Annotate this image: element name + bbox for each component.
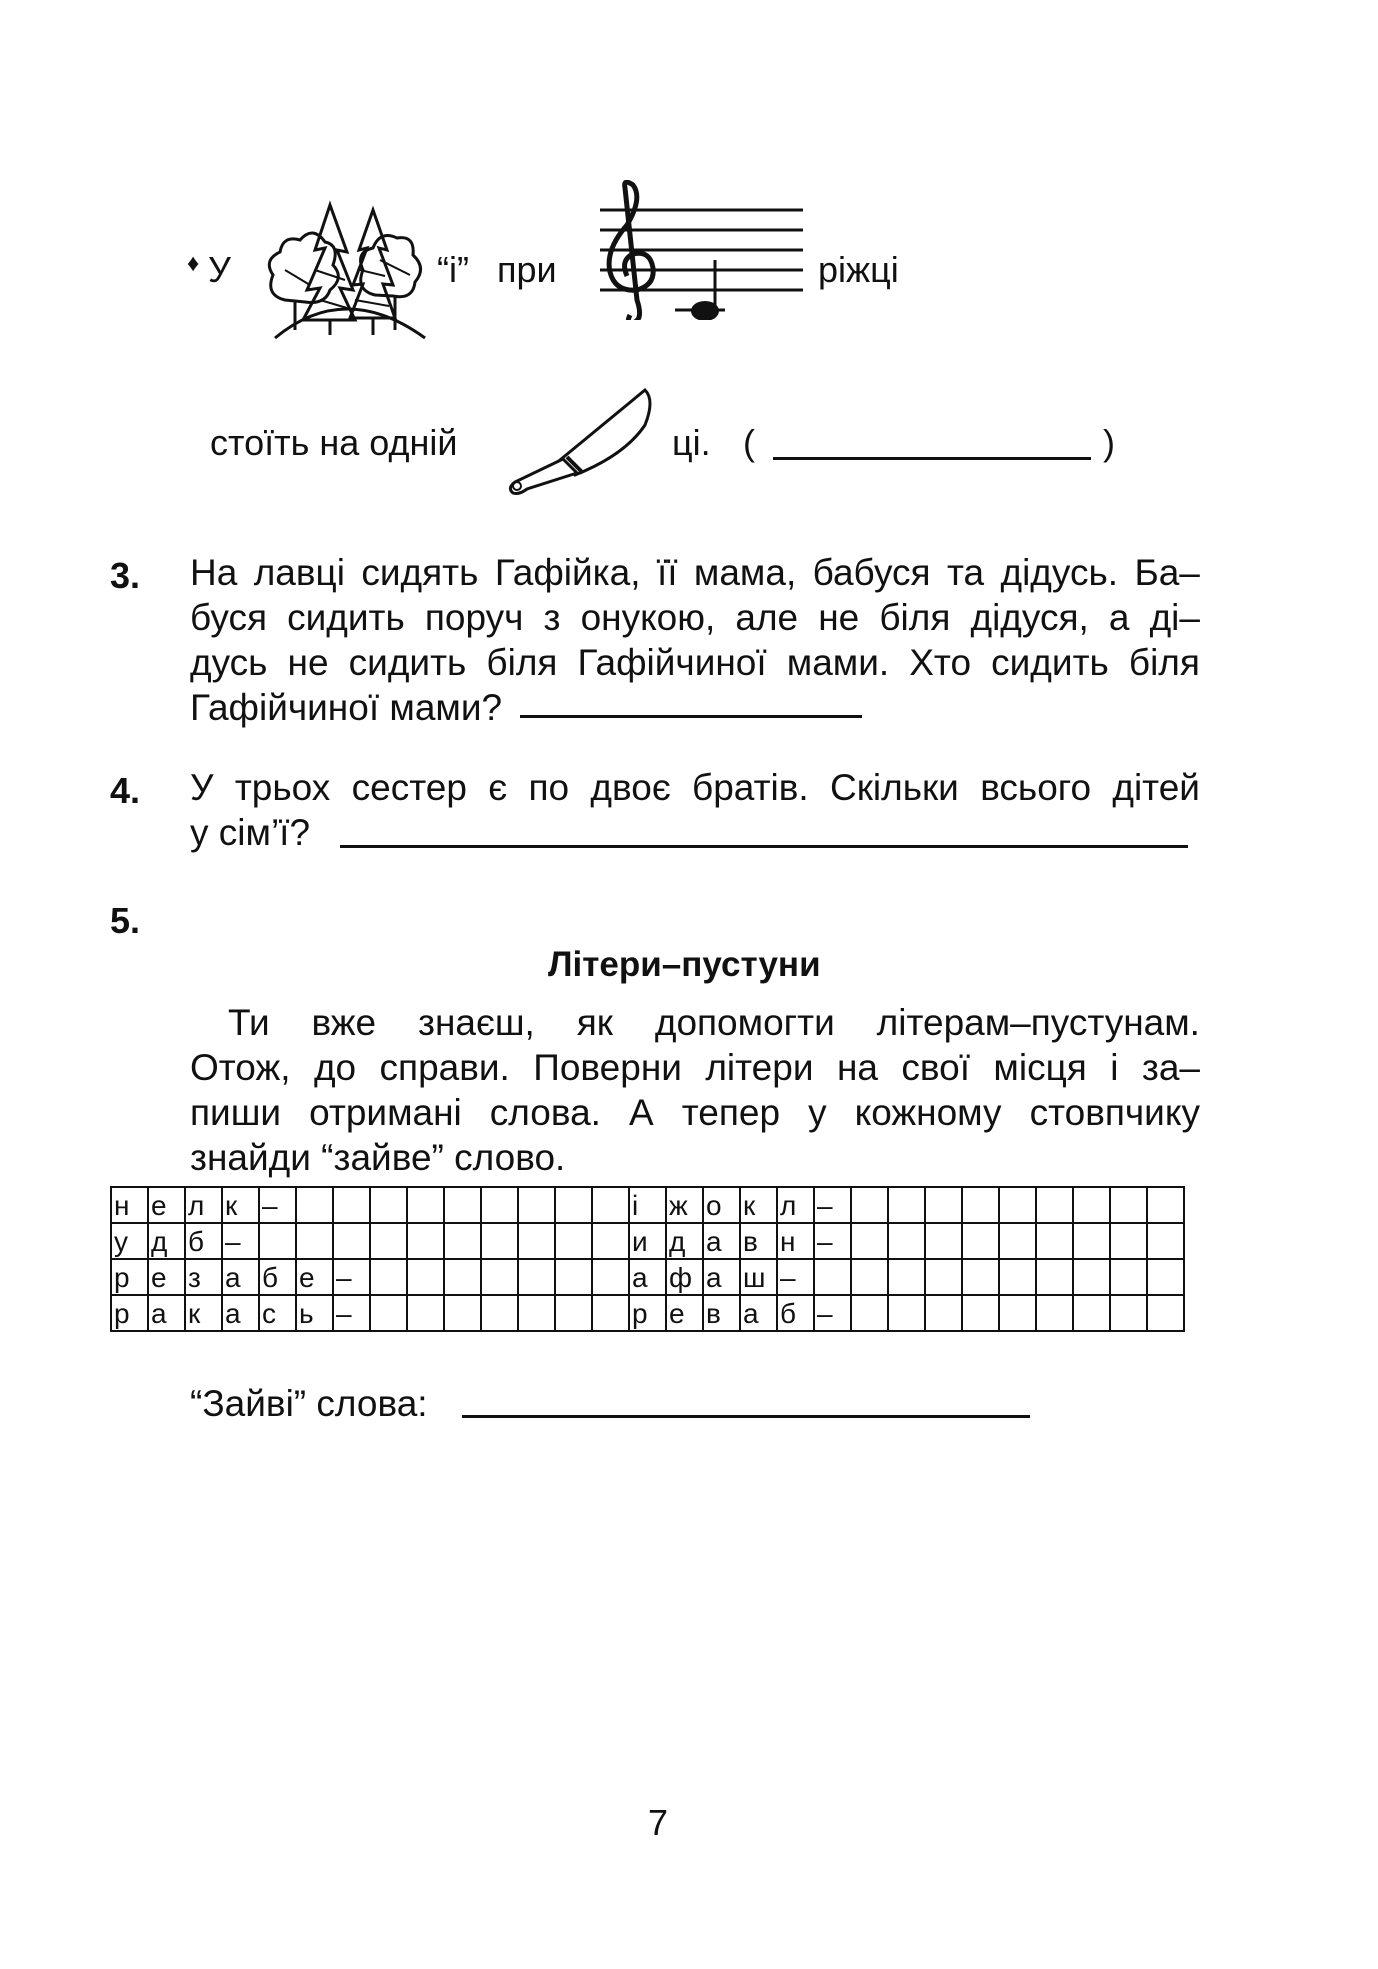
page-number: 7 [648,1802,669,1843]
grid-row [111,1223,1184,1259]
grid-cell[interactable] [296,1187,333,1223]
grid-cell[interactable] [592,1187,629,1223]
grid-cell[interactable]: – [333,1295,370,1331]
grid-cell[interactable] [370,1295,407,1331]
task5-line-2: Отож, до справи. Поверни літери на свої місця і за– [190,1047,1200,1088]
grid-cell[interactable] [555,1187,592,1223]
grid-cell[interactable] [1110,1187,1147,1223]
grid-cell[interactable] [1073,1187,1110,1223]
grid-cell[interactable] [1073,1259,1110,1295]
task4-text [190,765,1200,855]
grid-cell[interactable]: а [703,1223,740,1259]
grid-cell[interactable] [1147,1295,1184,1331]
grid-cell[interactable] [259,1223,296,1259]
grid-cell[interactable] [407,1187,444,1223]
answer-paren-close: ) [1103,422,1115,463]
grid-cell[interactable]: ь [296,1295,333,1331]
grid-cell[interactable] [888,1223,925,1259]
grid-cell[interactable] [888,1259,925,1295]
grid-cell[interactable]: е [148,1259,185,1295]
grid-cell[interactable]: ш [740,1259,777,1295]
grid-cell[interactable] [1110,1259,1147,1295]
task5-line-3: пиши отримані слова. А тепер у кожному стовпчику [190,1092,1200,1133]
task3-line-1: На лавці сидять Гафійка, її мама, бабуся та дідусь. Ба– [190,552,1200,593]
grid-cell[interactable] [851,1223,888,1259]
grid-cell[interactable]: з [185,1259,222,1295]
letter-grid [110,1186,1185,1332]
grid-cell[interactable]: в [703,1295,740,1331]
grid-cell[interactable] [370,1259,407,1295]
grid-cell[interactable] [407,1259,444,1295]
grid-cell[interactable] [814,1259,851,1295]
grid-cell[interactable]: – [222,1223,259,1259]
grid-cell[interactable] [333,1223,370,1259]
task3-answer-blank[interactable] [520,715,862,718]
grid-cell[interactable] [1036,1295,1073,1331]
grid-cell[interactable] [888,1295,925,1331]
riddle-word-u: У [208,249,231,290]
grid-cell[interactable] [518,1259,555,1295]
grid-cell[interactable]: – [814,1187,851,1223]
knife-picture [505,385,655,495]
grid-cell[interactable] [592,1295,629,1331]
grid-cell[interactable] [925,1295,962,1331]
grid-cell[interactable] [1073,1223,1110,1259]
grid-cell[interactable]: ж [666,1187,703,1223]
grid-cell[interactable] [999,1187,1036,1223]
grid-cell[interactable] [481,1187,518,1223]
grid-cell[interactable] [555,1259,592,1295]
grid-cell[interactable] [999,1295,1036,1331]
grid-cell[interactable] [407,1223,444,1259]
grid-cell[interactable]: р [111,1295,148,1331]
task3-number: 3. [110,555,141,596]
grid-cell[interactable] [444,1259,481,1295]
grid-cell[interactable] [925,1187,962,1223]
task3-line-3: дусь не сидить біля Гафійчиної мами. Хто сидить біля [190,642,1200,683]
grid-cell[interactable]: е [148,1187,185,1223]
grid-cell[interactable] [962,1223,999,1259]
grid-cell[interactable] [999,1259,1036,1295]
grid-cell[interactable] [592,1259,629,1295]
grid-cell[interactable]: е [666,1295,703,1331]
task5-line-1: Ти вже знаєш, як допомогти літерам–пустунам. [228,1002,1200,1043]
grid-cell[interactable]: – [814,1223,851,1259]
grid-cell[interactable]: д [666,1223,703,1259]
grid-cell[interactable] [925,1223,962,1259]
grid-cell[interactable] [1147,1187,1184,1223]
grid-cell[interactable]: а [703,1259,740,1295]
grid-cell[interactable]: л [185,1187,222,1223]
task3-line-2: буся сидить поруч з онукою, але не біля дідуся, а ді– [190,597,1200,638]
grid-cell[interactable]: к [222,1187,259,1223]
grid-cell[interactable]: д [148,1223,185,1259]
grid-cell[interactable] [1110,1295,1147,1331]
grid-cell[interactable] [851,1187,888,1223]
grid-cell[interactable] [925,1259,962,1295]
grid-cell[interactable] [1110,1223,1147,1259]
grid-cell[interactable] [962,1187,999,1223]
forest-picture [255,190,435,340]
grid-cell[interactable] [1073,1295,1110,1331]
grid-cell[interactable]: и [629,1223,666,1259]
grid-cell[interactable] [296,1223,333,1259]
grid-cell[interactable] [555,1223,592,1259]
grid-cell[interactable]: л [777,1187,814,1223]
grid-cell[interactable] [518,1187,555,1223]
grid-cell[interactable]: а [629,1259,666,1295]
grid-cell[interactable]: і [629,1187,666,1223]
grid-cell[interactable] [407,1295,444,1331]
grid-cell[interactable] [1147,1223,1184,1259]
grid-cell[interactable]: р [629,1295,666,1331]
grid-cell[interactable]: к [185,1295,222,1331]
grid-cell[interactable]: н [777,1223,814,1259]
grid-cell[interactable] [1036,1223,1073,1259]
bullet-diamond: ♦ [187,250,200,277]
grid-cell[interactable] [481,1223,518,1259]
grid-row [111,1187,1184,1223]
grid-cell[interactable] [999,1223,1036,1259]
task4-line-1: У трьох сестер є по двоє братів. Скільки всього дітей [190,767,1200,808]
grid-cell[interactable] [518,1295,555,1331]
grid-cell[interactable] [962,1259,999,1295]
grid-cell[interactable]: б [185,1223,222,1259]
riddle-word-rizhtsi: ріжці [818,249,899,290]
grid-cell[interactable] [333,1187,370,1223]
grid-cell[interactable]: б [777,1295,814,1331]
grid-cell[interactable]: – [333,1259,370,1295]
grid-cell[interactable] [481,1259,518,1295]
riddle-line2-start: стоїть на одній [210,422,458,463]
grid-cell[interactable] [1036,1259,1073,1295]
grid-cell[interactable] [888,1187,925,1223]
grid-cell[interactable]: а [148,1295,185,1331]
grid-cell[interactable] [370,1223,407,1259]
grid-cell[interactable] [481,1295,518,1331]
riddle-answer-blank[interactable] [773,457,1091,460]
grid-cell[interactable] [444,1295,481,1331]
grid-cell[interactable]: р [111,1259,148,1295]
grid-cell[interactable]: а [222,1259,259,1295]
grid-cell[interactable] [851,1295,888,1331]
task4-answer-blank[interactable] [340,845,1188,848]
riddle-quote-i: “і” [437,249,469,290]
extra-words-blank[interactable] [462,1415,1030,1418]
grid-cell[interactable] [1036,1187,1073,1223]
grid-cell[interactable]: с [259,1295,296,1331]
grid-cell[interactable] [851,1259,888,1295]
grid-cell[interactable]: – [814,1295,851,1331]
grid-cell[interactable] [555,1295,592,1331]
grid-cell[interactable]: а [740,1295,777,1331]
task4-number: 4. [110,770,141,811]
grid-cell[interactable] [518,1223,555,1259]
riddle-word-pri: при [497,249,557,290]
grid-cell[interactable] [1147,1259,1184,1295]
grid-cell[interactable]: – [259,1187,296,1223]
grid-row [111,1295,1184,1331]
task5-number: 5. [110,900,141,941]
grid-row [111,1259,1184,1295]
grid-cell[interactable]: ф [666,1259,703,1295]
grid-cell[interactable]: – [777,1259,814,1295]
grid-cell[interactable]: а [222,1295,259,1331]
grid-cell[interactable]: н [111,1187,148,1223]
task5-line-4: знайди “зайве” слово. [190,1137,566,1178]
riddle-line2-end: ці. [672,422,711,463]
task4-line-2: у сім’ї? [190,812,311,853]
grid-cell[interactable]: е [296,1259,333,1295]
grid-cell[interactable] [444,1187,481,1223]
grid-cell[interactable] [962,1295,999,1331]
grid-cell[interactable] [444,1223,481,1259]
task3-line-4: Гафійчиної мами? [190,687,503,728]
grid-cell[interactable] [370,1187,407,1223]
extra-words-label: “Зайві” слова: [190,1383,428,1424]
grid-cell[interactable] [592,1223,629,1259]
answer-paren-open: ( [743,422,755,463]
task5-title: Літери–пустуни [548,945,821,984]
grid-cell[interactable]: у [111,1223,148,1259]
grid-cell[interactable]: о [703,1187,740,1223]
music-staff-picture [595,180,805,320]
task3-text [190,550,1200,730]
task5-text [190,1000,1200,1180]
grid-cell[interactable]: в [740,1223,777,1259]
grid-cell[interactable]: б [259,1259,296,1295]
grid-cell[interactable]: к [740,1187,777,1223]
